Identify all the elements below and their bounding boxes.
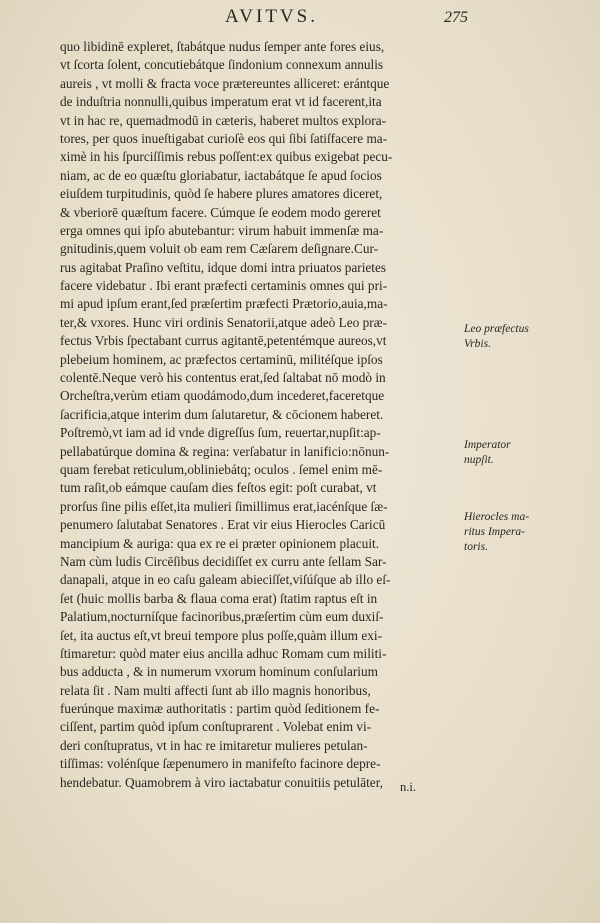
page-number: 275 <box>444 9 468 26</box>
text-line: niam, ac de eo quæſtu gloriabatur, iactabátque ſe apud ſocios <box>60 167 382 183</box>
text-line: danapali, atque in eo caſu galeam abieciſſet,viſúſque ab illo eſ- <box>60 572 391 588</box>
text-line: tores, per quos inueſtigabat curioſè eos qui ſibi ſatiſfacere ma- <box>60 130 388 146</box>
text-line: relata ſit . Nam multi affecti ſunt ab illo magnis honoribus, <box>60 682 371 698</box>
text-line: quam ferebat reticulum,obliniebátq; oculos . ſemel enim mē- <box>60 461 383 477</box>
text-line: mi apud ipſum erant,ſed præſertim præfecti Prætorio,auia,ma- <box>60 296 388 312</box>
text-line: ſtimaretur: quòd mater eius ancilla adhuc Romam cum militi- <box>60 645 387 661</box>
margin-note <box>464 322 529 352</box>
text-line: vt ſcorta ſolent, concutiebátque ſindonium connexum annulis <box>60 57 384 73</box>
text-line: hendebatur. Quamobrem à viro iactabatur conuitiis petulāter, <box>60 774 383 790</box>
text-line: fectus Vrbis ſpectabant currus agitantē,petentémque aureos,vt <box>60 333 387 349</box>
margin-note-line: Vrbis. <box>464 338 491 350</box>
text-line: penumero ſalutabat Senatores . Erat vir eius Hierocles Caricū <box>60 517 386 533</box>
text-line: ter,& vxores. Hunc viri ordinis Senatorii,atque adeò Leo præ- <box>60 314 388 330</box>
margin-note-line: Leo præfectus <box>464 323 529 335</box>
running-head: AVITVS. <box>225 6 318 27</box>
text-line: Nam cùm ludis Circēſibus decidiſſet ex curru ante ſellam Sar- <box>60 553 387 569</box>
main-text-column <box>60 38 462 792</box>
text-line: gnitudinis,quem voluit ob eam rem Cæſarem deſignare.Cur- <box>60 241 379 257</box>
margin-note <box>464 510 529 555</box>
text-line: plebeium hominem, ac præfectos certaminū, militéſque ipſos <box>60 351 383 367</box>
text-line: erga omnes qui ipſo abutebantur: virum habuit immenſæ ma- <box>60 222 384 238</box>
text-line: fuerúnque maximæ authoritatis : partim quòd ſeditionem fe- <box>60 701 380 717</box>
text-line: mancipium & auriga: qua ex re ei præter opinionem placuit. <box>60 535 380 551</box>
text-line: ſet (huic mollis barba & flaua coma erat) ſtatim raptus eſt in <box>60 590 378 606</box>
margin-note <box>464 438 511 468</box>
text-line: ſacrificia,atque interim dum ſalutaretur, & cōcionem haberet. <box>60 406 384 422</box>
text-line: facere videbatur . Ibi erant præfecti certaminis omnes qui pri- <box>60 278 388 294</box>
margin-note-line: Imperator <box>464 439 511 451</box>
margin-note-line: Hierocles ma- <box>464 511 530 523</box>
text-line: Poſtremò,vt iam ad id vnde digreſſus ſum, reuertar,nupſit:ap- <box>60 425 381 441</box>
text-line: quo libidinē expleret, ſtabátque nudus ſemper ante fores eius, <box>60 39 385 54</box>
text-line: bus adducta , & in numerum vxorum hominum conſularium <box>60 664 378 680</box>
margin-note-line: ritus Impera- <box>464 526 526 538</box>
text-line: tiſſimas: volénſque ſæpenumero in manifeſto facinore depre- <box>60 756 381 772</box>
text-line: de induſtria nonnulli,quibus imperatum erat vt id facerent,ita <box>60 94 382 110</box>
text-line: vt in hac re, quemadmodū in cæteris, haberet multos explora- <box>60 112 387 128</box>
text-line: pellabatúrque domina & regina: verſabatur in lanificio:nōnun- <box>60 443 390 459</box>
text-line: aureis , vt molli & fracta voce prætereuntes alliceret: erántque <box>60 75 390 91</box>
text-line: rus agitabat Praſino veſtitu, idque domi intra priuatos parietes <box>60 259 387 275</box>
text-line: deri conſtupratus, vt in hac re imitaretur mulieres petulan- <box>60 737 368 753</box>
text-line: eiuſdem turpitudinis, quòd ſe habere plures amatores diceret, <box>60 186 383 202</box>
catchword: n.i. <box>400 780 416 794</box>
text-line: Palatium,nocturníſque facinoribus,præſertim cùm eum duxiſ- <box>60 609 384 625</box>
text-line: colentē.Neque verò his contentus erat,ſed ſaltabat nō modò in <box>60 370 386 386</box>
margin-note-line: nupſit. <box>464 454 494 466</box>
margin-note-line: toris. <box>464 541 488 553</box>
text-line: Orcheſtra,verùm etiam quodámodo,dum incederet,faceretque <box>60 388 385 404</box>
text-line: prorſus ſine pilis eſſet,ita mulieri ſimillimus erat,iacénſque ſæ- <box>60 498 388 514</box>
text-line: ximè in his ſpurciſſimis rebus poſſent:ex quibus exigebat pecu- <box>60 149 393 165</box>
text-line: ſet, ita auctus eſt,vt breui tempore plus poſſe,quàm illum exi- <box>60 627 383 643</box>
page-header <box>0 6 600 36</box>
text-line: ciſſent, partim quòd ipſum conſtuprarent . Volebat enim vi- <box>60 719 372 735</box>
text-line: & vberiorē quæſtum facere. Cúmque ſe eodem modo gereret <box>60 204 381 220</box>
text-line: tum raſit,ob eámque cauſam dies feſtos egit: poſt curabat, vt <box>60 480 377 496</box>
